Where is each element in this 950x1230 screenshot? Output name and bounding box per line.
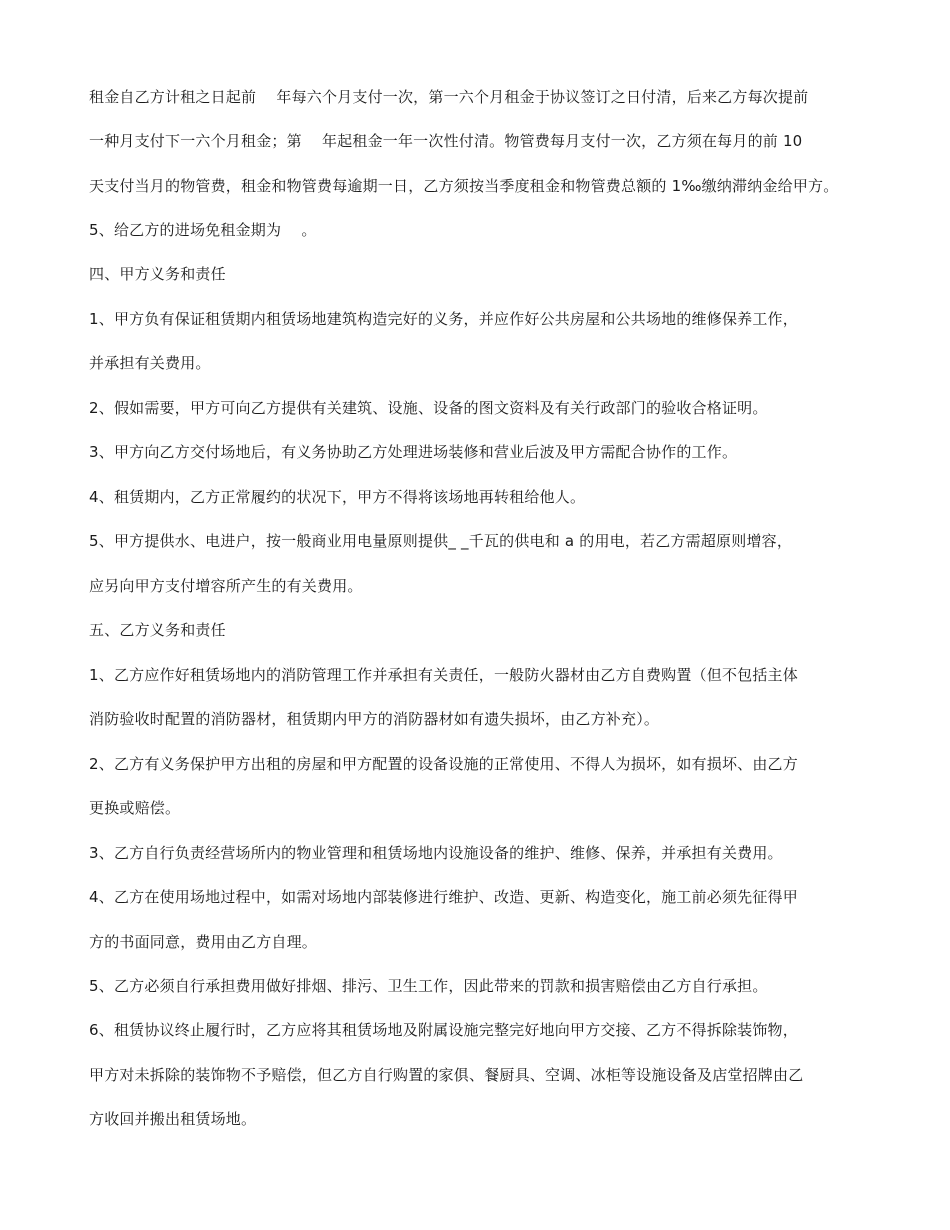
body-text-line: 5、乙方必须自行承担费用做好排烟、排污、卫生工作，因此带来的罚款和损害赔偿由乙方自行承担。 — [89, 977, 768, 995]
section-heading-party-b-duties: 五、乙方义务和责任 — [89, 621, 226, 639]
body-text-line: 2、乙方有义务保护甲方出租的房屋和甲方配置的设备设施的正常使用、不得人为损坏，如有损坏、由乙方 — [89, 755, 798, 773]
body-text-line: 4、租赁期内，乙方正常履约的状况下，甲方不得将该场地再转租给他人。 — [89, 488, 586, 506]
section-heading-party-a-duties: 四、甲方义务和责任 — [89, 265, 226, 283]
body-text-line: 3、甲方向乙方交付场地后，有义务协助乙方处理进场装修和营业后波及甲方需配合协作的工作。 — [89, 443, 738, 461]
body-text-line: 一种月支付下一六个月租金；第 年起租金一年一次性付清。物管费每月支付一次，乙方须在每月的前 10 — [89, 132, 803, 150]
body-text-line: 方的书面同意，费用由乙方自理。 — [89, 933, 318, 951]
body-text-line: 天支付当月的物管费，租金和物管费每逾期一日，乙方须按当季度租金和物管费总额的 1‰缴纳滞纳金给甲方。 — [89, 177, 839, 195]
body-text-line: 2、假如需要，甲方可向乙方提供有关建筑、设施、设备的图文资料及有关行政部门的验收合格证明。 — [89, 399, 768, 417]
body-text-line: 1、甲方负有保证租赁期内租赁场地建筑构造完好的义务，并应作好公共房屋和公共场地的维修保养工作， — [89, 310, 798, 328]
body-text-line: 5、甲方提供水、电进户，按一般商业用电量原则提供_ _千瓦的供电和 a 的用电，若乙方需超原则增容， — [89, 532, 793, 550]
clause-5-rent-free-period: 5、给乙方的进场免租金期为 。 — [89, 221, 317, 239]
body-text-line: 并承担有关费用。 — [89, 354, 211, 372]
body-text-line: 消防验收时配置的消防器材，租赁期内甲方的消防器材如有遗失损坏，由乙方补充）。 — [89, 710, 660, 728]
body-text-line: 6、租赁协议终止履行时，乙方应将其租赁场地及附属设施完整完好地向甲方交接、乙方不得拆除装饰物， — [89, 1021, 798, 1039]
body-text-line: 4、乙方在使用场地过程中，如需对场地内部装修进行维护、改造、更新、构造变化，施工前必须先征得甲 — [89, 888, 798, 906]
body-text-line: 方收回并搬出租赁场地。 — [89, 1110, 257, 1128]
body-text-line: 甲方对未拆除的装饰物不予赔偿，但乙方自行购置的家俱、餐厨具、空调、冰柜等设施设备及店堂招牌由乙 — [89, 1066, 804, 1084]
body-text-line: 更换或赔偿。 — [89, 799, 181, 817]
body-text-line: 3、乙方自行负责经营场所内的物业管理和租赁场地内设施设备的维护、维修、保养，并承担有关费用。 — [89, 844, 783, 862]
body-text-line: 租金自乙方计租之日起前 年每六个月支付一次，第一六个月租金于协议签订之日付清，后来乙方每次提前 — [89, 88, 809, 106]
body-text-line: 应另向甲方支付增容所产生的有关费用。 — [89, 577, 363, 595]
body-text-line: 1、乙方应作好租赁场地内的消防管理工作并承担有关责任，一般防火器材由乙方自费购置（但不包括主体 — [89, 666, 798, 684]
